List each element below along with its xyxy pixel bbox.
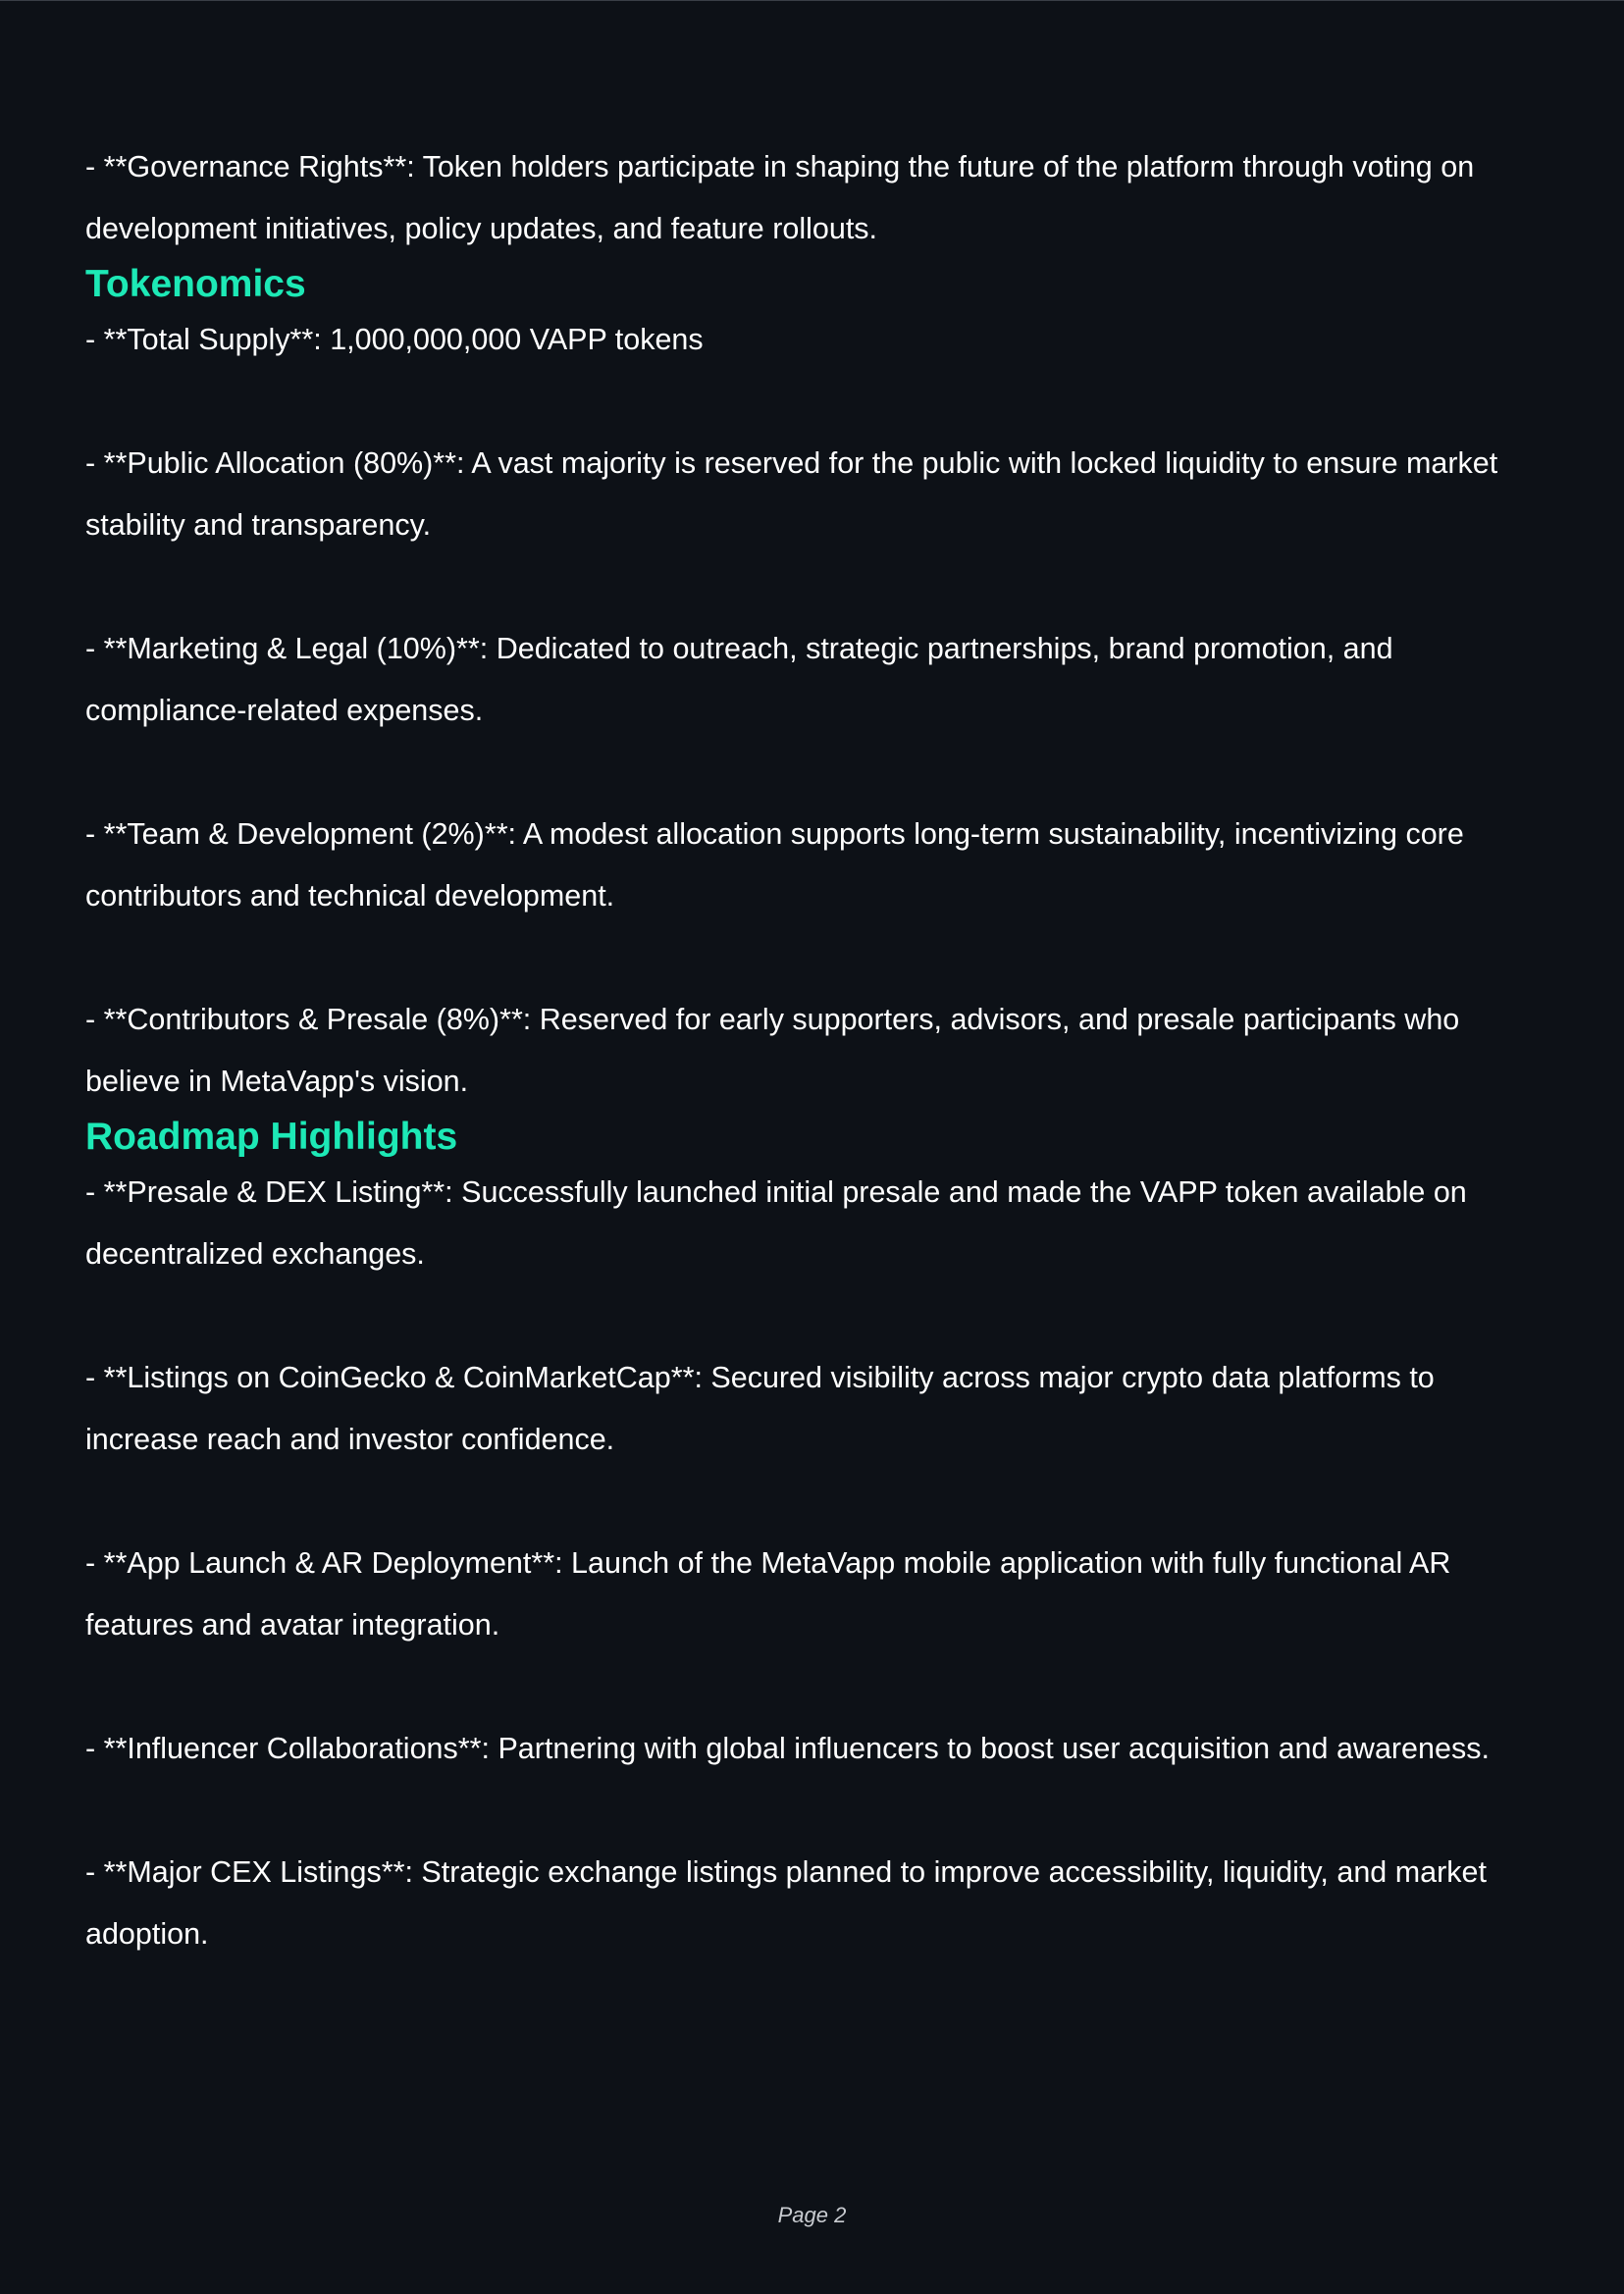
contributors-presale-item: - **Contributors & Presale (8%)**: Reserved for early supporters, advisors, and presale participants who believe in MetaVapp's vision. — [85, 1003, 1460, 1098]
presale-dex-item: - **Presale & DEX Listing**: Successfully launched initial presale and made the VAPP token available on decentralized exchanges. — [85, 1175, 1467, 1271]
tokenomics-heading: Tokenomics — [85, 263, 306, 305]
coingecko-cmc-item: - **Listings on CoinGecko & CoinMarketCap**: Secured visibility across major crypto data platforms to increase reach and investor confidence. — [85, 1361, 1435, 1456]
team-development-item: - **Team & Development (2%)**: A modest allocation supports long-term sustainability, incentivizing core contributors and technical development. — [85, 817, 1464, 912]
page-number: Page 2 — [777, 2203, 847, 2227]
tokenomics-list — [85, 309, 1547, 1113]
public-allocation-item: - **Public Allocation (80%)**: A vast majority is reserved for the public with locked liquidity to ensure market stability and transparency. — [85, 446, 1498, 542]
page-content — [85, 136, 1547, 1965]
cex-listings-item: - **Major CEX Listings**: Strategic exchange listings planned to improve accessibility, liquidity, and market adoption. — [85, 1855, 1487, 1951]
influencer-collab-item: - **Influencer Collaborations**: Partnering with global influencers to boost user acquisition and awareness. — [85, 1732, 1490, 1765]
marketing-legal-item: - **Marketing & Legal (10%)**: Dedicated to outreach, strategic partnerships, brand promotion, and compliance-related expenses. — [85, 632, 1393, 727]
total-supply-item: - **Total Supply**: 1,000,000,000 VAPP tokens — [85, 323, 704, 356]
app-launch-ar-item: - **App Launch & AR Deployment**: Launch of the MetaVapp mobile application with fully functional AR features and avatar integration. — [85, 1546, 1451, 1642]
roadmap-heading: Roadmap Highlights — [85, 1116, 458, 1158]
governance-rights-paragraph: - **Governance Rights**: Token holders participate in shaping the future of the platform through voting on development initiatives, policy updates, and feature rollouts. — [85, 150, 1475, 245]
roadmap-list — [85, 1162, 1547, 1965]
